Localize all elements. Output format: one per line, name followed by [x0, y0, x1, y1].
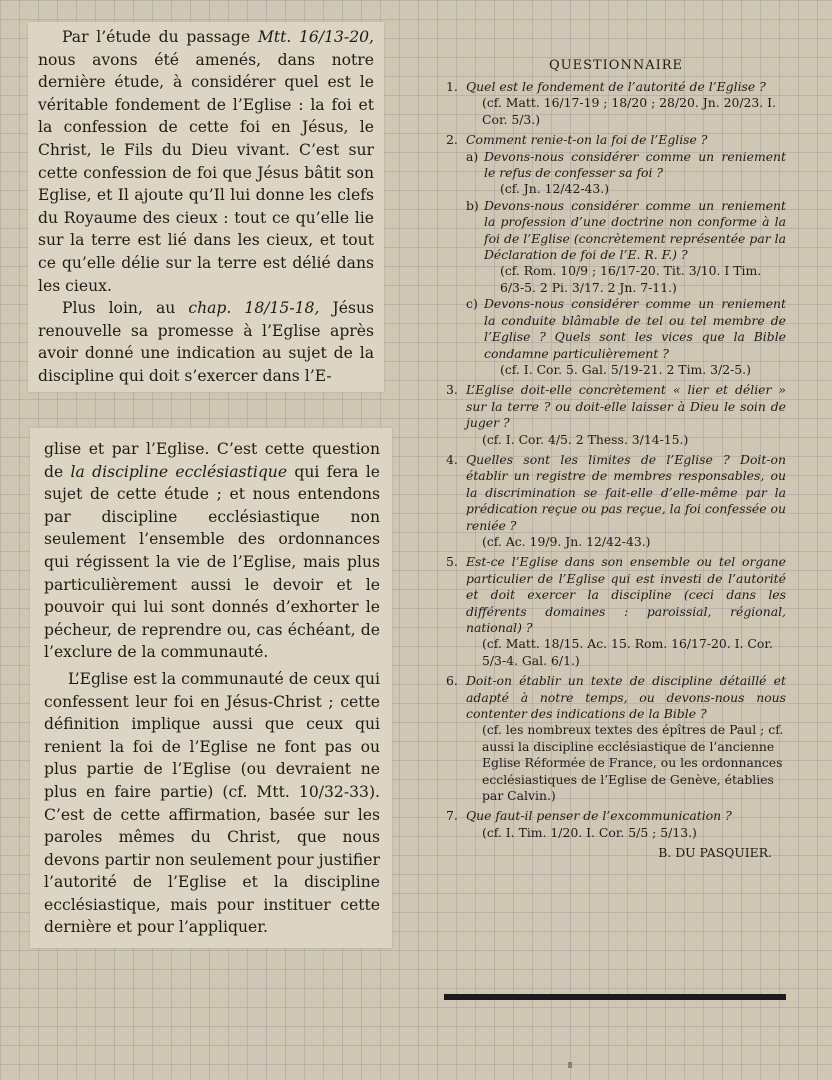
question-number: 3.	[446, 382, 458, 398]
question-6	[446, 673, 786, 804]
article-clipping-top	[28, 22, 384, 392]
questionnaire-title: QUESTIONNAIRE	[548, 58, 684, 73]
question-2	[446, 132, 786, 378]
question-text: Quel est le fondement de l’autorité de l’Eglise ?	[466, 79, 766, 94]
article-clipping-middle	[30, 428, 392, 948]
bottom-rule	[444, 994, 786, 1000]
question-references: (cf. les nombreux textes des épîtres de Paul ; cf. aussi la discipline ecclésiastique de l’ancienne Eglise Réformée de France, ou les ordonnances ecclésiastiques de l’Eglise de Genève, établies par Calvin.)	[482, 722, 784, 804]
paragraph-4: L’Eglise est la communauté de ceux qui confessent leur foi en Jésus-Christ ; cette définition implique aussi que ceux qui renient la foi de l’Eglise ne font pas ou plus partie de l’Eglise (ou devraient ne plus en faire partie) (cf. Mtt. 10/32-33). C’est de cette affirmation, basée sur les paroles mêmes du Christ, que nous devons partir non seulement pour justifier l’autorité de l’Eglise et la discipline ecclésiastique, mais pour instituer cette dernière et pour l’appliquer.	[44, 669, 380, 937]
subquestion-references: (cf. Jn. 12/42-43.)	[500, 181, 610, 197]
question-number: 7.	[446, 808, 458, 824]
question-number: 6.	[446, 673, 458, 689]
subquestion-text: Devons-nous considérer comme un reniement le refus de confesser sa foi ?	[484, 148, 786, 181]
questionnaire-clipping	[440, 52, 792, 1002]
question-4	[446, 452, 786, 550]
question-3	[446, 382, 786, 448]
p1-reference: Mtt. 16/13-20,	[257, 28, 375, 46]
subquestion-c	[466, 296, 786, 378]
author-signature: B. DU PASQUIER.	[658, 845, 772, 861]
question-text: Est-ce l’Eglise dans son ensemble ou tel organe particulier de l’Eglise qui est investi de l’autorité et doit exercer la discipline (ceci dans les différents domaines : paroissial, régional, national) ?	[466, 554, 786, 635]
question-text: Que faut-il penser de l’excommunication ?	[466, 808, 732, 824]
paper-mark	[568, 1062, 572, 1068]
question-text: Comment renie-t-on la foi de l’Eglise ?	[466, 132, 708, 148]
subquestion-a	[466, 149, 786, 198]
subquestion-letter: c)	[466, 296, 478, 312]
question-text: Quelles sont les limites de l’Eglise ? Doit-on établir un registre de membres responsables, ou la discrimination se fait-elle d’elle-même par la prédication reçue ou pas reçue, la foi confessée ou reniée ?	[466, 451, 786, 533]
question-number: 4.	[446, 451, 458, 467]
p2-text-start: Plus loin, au	[62, 299, 189, 318]
question-1	[446, 79, 786, 128]
p1-text-end: nous avons été amenés, dans notre dernière étude, à considérer quel est le véritable fondement de l’Eglise : la foi et la confession de cette foi en Jésus, le Christ, le Fils du Dieu vivant. C’est sur cette confession de foi que Jésus bâtit son Eglise, et Il ajoute qu’Il lui donne les clefs du Royaume des cieux : tout ce qu’elle lie sur la terre est lié dans les cieux, et tout ce qu’elle délie sur la terre est délié dans les cieux.	[38, 50, 374, 295]
subquestion-text: Devons-nous considérer comme un reniement la profession d’une doctrine non conforme à la foi de l’Eglise (concrètement représentée par la Déclaration de foi de l’E. R. F.) ?	[484, 197, 786, 263]
question-number: 1.	[446, 79, 458, 94]
p1-text-start: Par l’étude du passage	[62, 28, 258, 46]
subquestion-letter: b)	[466, 197, 479, 213]
question-references: (cf. Matt. 18/15. Ac. 15. Rom. 16/17-20. I. Cor. 5/3-4. Gal. 6/1.)	[482, 636, 773, 668]
subquestion-references: (cf. I. Cor. 5. Gal. 5/19-21. 2 Tim. 3/2-5.)	[500, 361, 751, 377]
p2-text-end: Jésus renouvelle sa promesse à l’Eglise après avoir donné une indication au sujet de la discipline qui doit s’exercer dans l’E-	[38, 299, 374, 385]
question-references: (cf. Matt. 16/17-19 ; 18/20 ; 28/20. Jn. 20/23. I. Cor. 5/3.)	[482, 95, 777, 127]
question-text: L’Eglise doit-elle concrètement « lier et délier » sur la terre ? ou doit-elle laisser à Dieu le soin de juger ?	[466, 382, 786, 431]
subquestion-b	[466, 198, 786, 296]
subquestion-text: Devons-nous considérer comme un reniement la conduite blâmable de tel ou tel membre de l’Eglise ? Quels sont les vices que la Bible condamne particulièrement ?	[484, 296, 786, 361]
question-references: (cf. I. Tim. 1/20. I. Cor. 5/5 ; 5/13.)	[482, 824, 697, 840]
paragraph-1	[38, 26, 374, 297]
question-7	[446, 808, 786, 841]
subquestion-references: (cf. Rom. 10/9 ; 16/17-20. Tit. 3/10. I Tim. 6/3-5. 2 Pi. 3/17. 2 Jn. 7-11.)	[500, 263, 762, 295]
question-references: (cf. I. Cor. 4/5. 2 Thess. 3/14-15.)	[482, 431, 689, 447]
question-number: 2.	[446, 132, 458, 148]
p3-italic-phrase: la discipline ecclésiastique	[70, 462, 288, 481]
p3-text-end: qui fera le sujet de cette étude ; et nous entendons par discipline ecclésiastique non seulement l’ensemble des ordonnances qui régissent la vie de l’Eglise, mais plus particulièrement aussi le devoir et le pouvoir qui lui sont donnés d’exhorter le pécheur, de reprendre ou, cas échéant, de l’exclure de la communauté.	[44, 462, 380, 662]
question-number: 5.	[446, 554, 458, 570]
question-references: (cf. Ac. 19/9. Jn. 12/42-43.)	[482, 533, 651, 549]
question-5	[446, 554, 786, 669]
question-text: Doit-on établir un texte de discipline détaillé et adapté à notre temps, ou devons-nous nous contenter des indications de la Bible ?	[466, 673, 786, 722]
p3-text-start: glise et par l’Eglise. C’est cette question de	[44, 440, 380, 481]
paragraph-3	[44, 438, 380, 664]
paragraph-2	[38, 297, 374, 387]
p2-reference: chap. 18/15-18,	[188, 299, 320, 318]
subquestion-letter: a)	[466, 148, 479, 164]
